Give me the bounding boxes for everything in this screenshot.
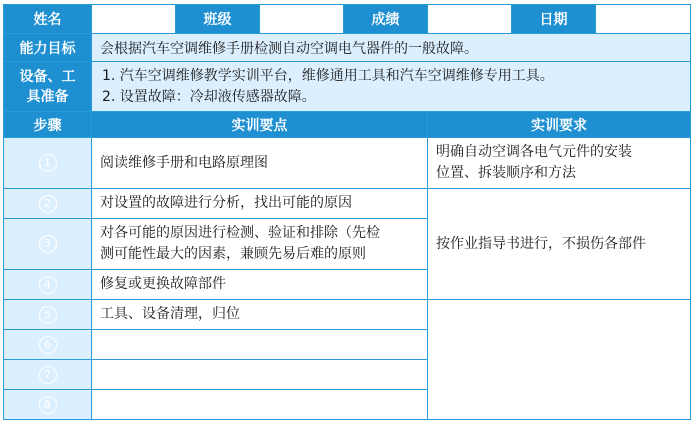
name-field[interactable] [92,5,176,34]
step-row-1 [4,138,691,189]
step-circle-5: 5 [39,306,57,324]
goal-label: 能力目标 [4,34,92,62]
points-header: 实训要点 [92,112,428,138]
step-point-6[interactable] [92,330,428,360]
step-point-8[interactable] [92,390,428,420]
grade-label: 成绩 [344,5,428,34]
prep-line-1: 1. 汽车空调维修教学实训平台，维修通用工具和汽车空调维修专用工具。 [102,67,554,84]
requirement-1 [428,138,691,189]
requirement-blank[interactable] [428,300,691,420]
step-point-3-line2: 测可能性最大的因素，兼顾先易后难的原则 [100,246,366,262]
step-number-4 [4,270,92,300]
step-number-6 [4,330,92,360]
name-label: 姓名 [4,5,92,34]
date-label: 日期 [512,5,596,34]
step-point-3-line1: 对各可能的原因进行检测、验证和排除（先检 [100,225,380,241]
step-number-8 [4,390,92,420]
step-number-3 [4,219,92,270]
step-circle-8: 8 [39,396,57,414]
training-table [3,4,691,420]
goal-text: 会根据汽车空调维修手册检测自动空调电气器件的一般故障。 [92,34,691,62]
step-header: 步骤 [4,112,92,138]
step-point-4: 修复或更换故障部件 [92,270,428,300]
info-row [4,5,691,34]
requirement-1-line2: 位置、拆装顺序和方法 [436,165,576,181]
training-sheet [3,4,690,420]
prep-content [92,62,691,112]
step-row-5 [4,300,691,330]
step-number-2 [4,189,92,219]
step-number-7 [4,360,92,390]
step-point-7[interactable] [92,360,428,390]
step-circle-6: 6 [39,336,57,354]
step-row-2 [4,189,691,219]
step-circle-3: 3 [39,235,57,253]
step-circle-4: 4 [39,276,57,294]
prep-label-line1: 设备、工 [19,68,76,85]
prep-line-2: 2. 设置故障：冷却液传感器故障。 [102,88,316,105]
step-point-2: 对设置的故障进行分析，找出可能的原因 [92,189,428,219]
step-point-3 [92,219,428,270]
prep-row [4,62,691,112]
step-circle-1: 1 [39,154,57,172]
step-number-5 [4,300,92,330]
class-field[interactable] [260,5,344,34]
step-circle-7: 7 [39,366,57,384]
prep-label [4,62,92,112]
columns-header-row [4,112,691,138]
requirement-1-line1: 明确自动空调各电气元件的安装 [436,144,632,160]
prep-label-line2: 具准备 [26,88,69,105]
class-label: 班级 [176,5,260,34]
date-field[interactable] [596,5,691,34]
requirements-header: 实训要求 [428,112,691,138]
step-point-1: 阅读维修手册和电路原理图 [92,138,428,189]
step-number-1 [4,138,92,189]
goal-row [4,34,691,62]
step-circle-2: 2 [39,195,57,213]
requirement-2: 按作业指导书进行，不损伤各部件 [428,189,691,300]
step-point-5: 工具、设备清理，归位 [92,300,428,330]
grade-field[interactable] [428,5,512,34]
